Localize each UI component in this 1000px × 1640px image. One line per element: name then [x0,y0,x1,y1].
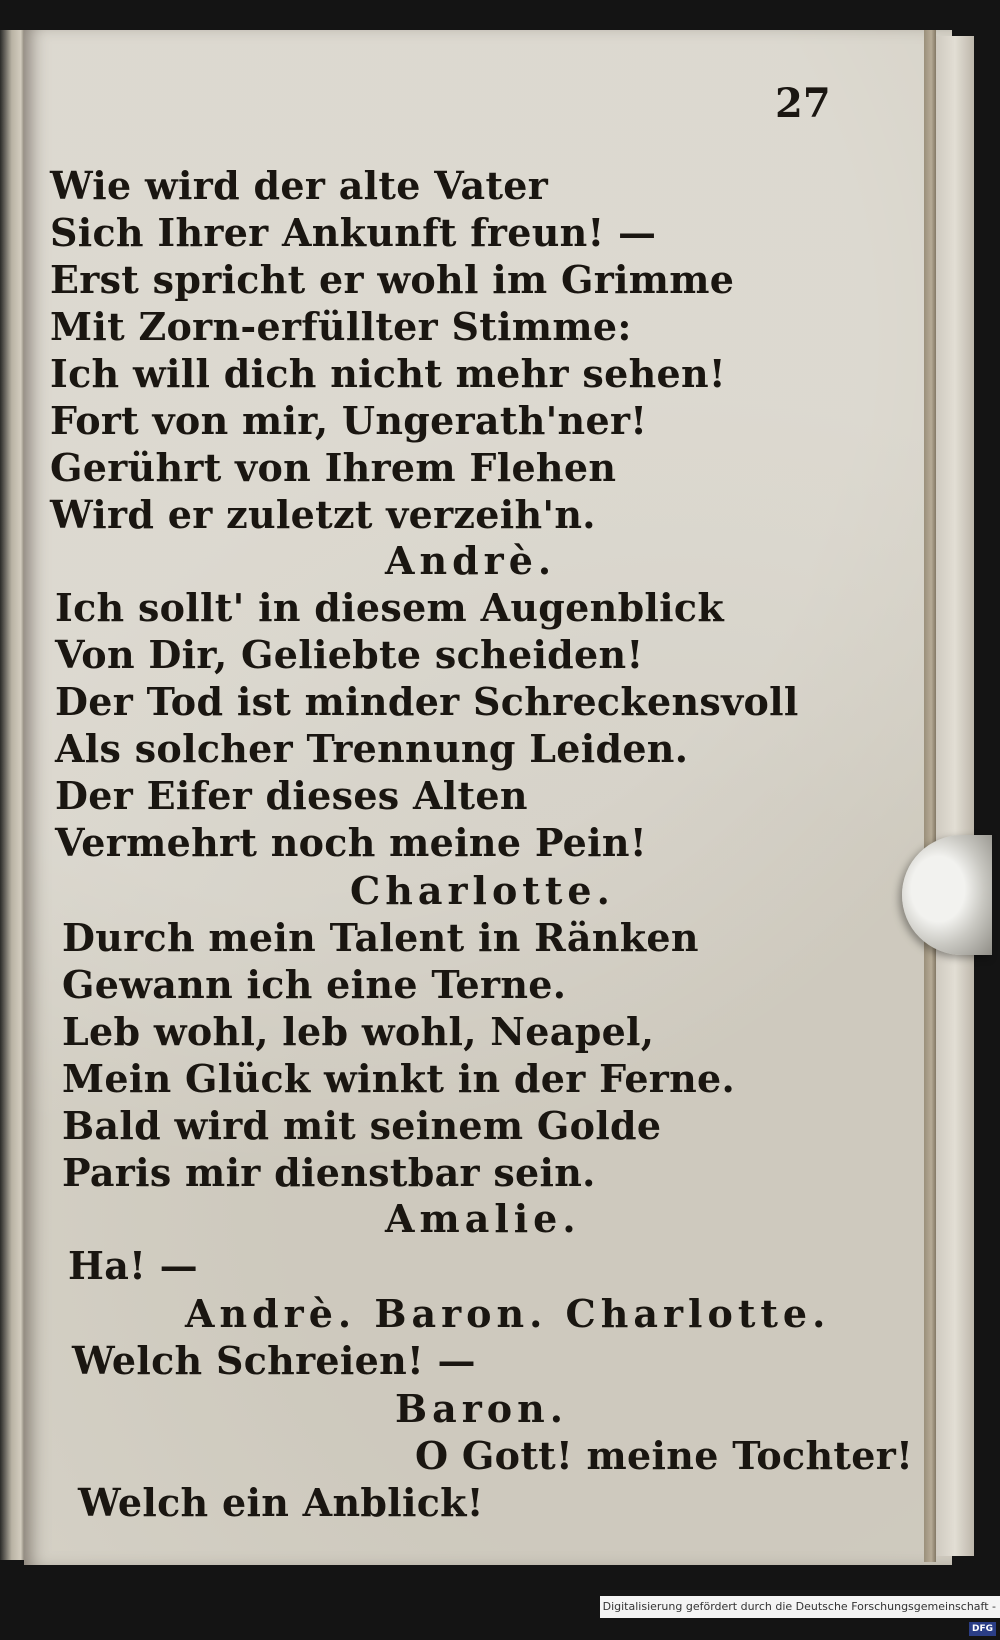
verse-line: Der Tod ist minder Schreckensvoll [55,679,799,724]
verse-line: Als solcher Trennung Leiden. [55,726,689,771]
speaker-name: Andrè. [385,538,557,583]
verse-line: Mit Zorn-erfüllter Stimme: [50,304,632,349]
verse-line: Wie wird der alte Vater [50,163,549,208]
verse-line: Paris mir dienstbar sein. [62,1150,596,1195]
verse-line: Ich sollt' in diesem Augenblick [55,585,724,630]
verse-line: Wird er zuletzt verzeih'n. [50,492,596,537]
verse-line: Mein Glück winkt in der Ferne. [62,1056,736,1101]
verse-line: Welch ein Anblick! [78,1480,484,1525]
speaker-name: Charlotte. [350,868,615,913]
verse-line: Erst spricht er wohl im Grimme [50,257,735,302]
verse-line: O Gott! meine Tochter! [415,1433,914,1478]
verse-line: Der Eifer dieses Alten [55,773,528,818]
verse-line: Gerührt von Ihrem Flehen [50,445,617,490]
verse-line: Durch mein Talent in Ränken [62,915,699,960]
verse-line: Gewann ich eine Terne. [62,962,567,1007]
page-number: 27 [775,80,831,127]
verse-line: Bald wird mit seinem Golde [62,1103,662,1148]
verse-line: Sich Ihrer Ankunft freun! — [50,210,657,255]
verse-line: Leb wohl, leb wohl, Neapel, [62,1009,655,1054]
digitization-credit [600,1596,1000,1634]
verse-line: Welch Schreien! — [72,1338,476,1383]
verse-line: Ich will dich nicht mehr sehen! [50,351,726,396]
footer-text: Digitalisierung gefördert durch die Deutsche Forschungsgemeinschaft - [602,1600,996,1613]
speaker-names: Andrè. Baron. Charlotte. [185,1291,831,1336]
speaker-name: Amalie. [385,1196,581,1241]
verse-line: Vermehrt noch meine Pein! [55,820,647,865]
verse-line: Von Dir, Geliebte scheiden! [55,632,644,677]
verse-line: Fort von mir, Ungerath'ner! [50,398,648,443]
verse-line: Ha! — [68,1243,198,1288]
speaker-name: Baron. [395,1386,568,1431]
dfg-logo: DFG [969,1622,996,1636]
